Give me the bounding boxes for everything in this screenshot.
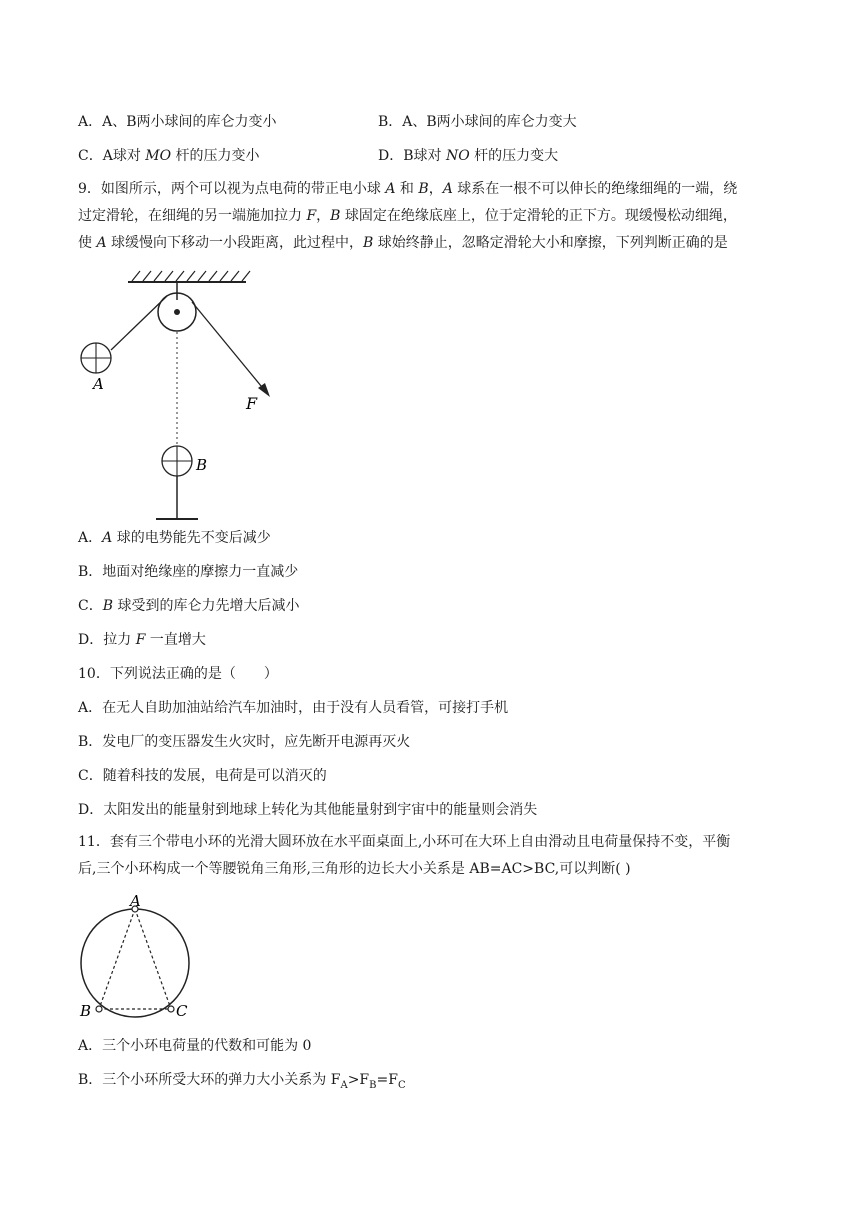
q8-option-c: C．A球对 MO 杆的压力变小 xyxy=(78,148,260,164)
q9-stem-line-2: 过定滑轮，在细绳的另一端施加拉力 F，B 球固定在绝缘底座上，位于定滑轮的正下方。现缓慢松动细绳， xyxy=(78,208,737,224)
q11-option-b: B．三个小环所受大环的弹力大小关系为 $F_A>F_B=F_C$ xyxy=(78,1072,406,1091)
q11-stem xyxy=(78,829,796,883)
q11-stem-line-2: 后,三个小环构成一个等腰锐角三角形,三角形的边长大小关系是 AB=AC>BC,可以判断( ) xyxy=(78,861,631,877)
q10-option-a: A．在无人自助加油站给汽车加油时，由于没有人员看管，可接打手机 xyxy=(78,700,509,716)
q9-option-b: B．地面对绝缘座的摩擦力一直减少 xyxy=(78,564,299,580)
q9-option-c: C．B 球受到的库仑力先增大后减小 xyxy=(78,598,300,614)
q8-option-a: A．A、B两小球间的库仑力变小 xyxy=(78,114,277,130)
q9-option-d: D．拉力 F 一直增大 xyxy=(78,632,206,648)
q11-ring-figure xyxy=(74,892,204,1024)
q11-option-a: A．三个小环电荷量的代数和可能为 0 xyxy=(78,1038,312,1054)
q9-stem-line-1: 9．如图所示，两个可以视为点电荷的带正电小球 A 和 B，A 球系在一根不可以伸长的绝缘细绳的一端，绕 xyxy=(78,181,738,197)
label-f: F xyxy=(246,394,258,413)
label-ring-c: C xyxy=(176,1002,188,1020)
q10-option-c: C．随着科技的发展，电荷是可以消灭的 xyxy=(78,768,327,784)
q9-option-a: A．A 球的电势能先不变后减少 xyxy=(78,530,271,546)
q8-option-d: D．B球对 NO 杆的压力变大 xyxy=(378,148,559,164)
ring-c xyxy=(168,1006,174,1012)
label-a: A xyxy=(93,375,104,393)
q10-stem: 10．下列说法正确的是（ ） xyxy=(78,666,278,682)
q10-option-b: B．发电厂的变压器发生火灾时，应先断开电源再灭火 xyxy=(78,734,411,750)
q10-option-d: D．太阳发出的能量射到地球上转化为其他能量射到宇宙中的能量则会消失 xyxy=(78,802,538,818)
q9-pulley-figure xyxy=(70,268,290,528)
q11-stem-line-1: 11．套有三个带电小环的光滑大圆环放在水平面桌面上,小环可在大环上自由滑动且电荷量保持不变，平衡 xyxy=(78,834,731,850)
q9-stem-line-3: 使 A 球缓慢向下移动一小段距离，此过程中，B 球始终静止，忽略定滑轮大小和摩擦，下列判断正确的是 xyxy=(78,235,728,251)
label-ring-a: A xyxy=(130,892,141,910)
q8-option-b: B．A、B两小球间的库仑力变大 xyxy=(378,114,577,130)
ring-b xyxy=(96,1006,102,1012)
q9-stem xyxy=(78,176,796,257)
label-b: B xyxy=(196,456,208,474)
label-ring-b: B xyxy=(80,1002,92,1020)
